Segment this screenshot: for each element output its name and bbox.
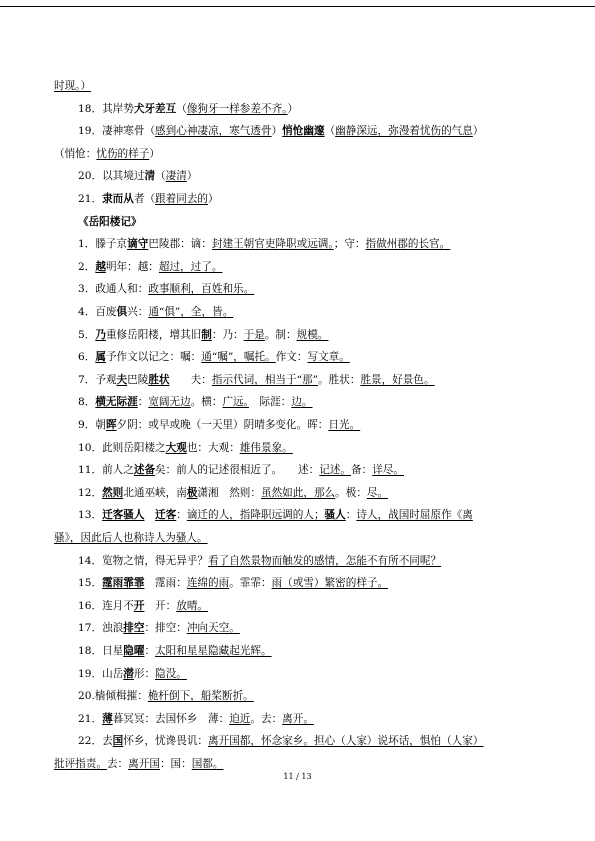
text-segment: 14．览物之情，得无异乎？: [78, 554, 209, 567]
page-number: 11 / 13: [283, 772, 312, 781]
text-segment: 明年：越：: [105, 260, 159, 273]
text-segment: 怀乡，忧谗畏讥：: [123, 735, 209, 748]
text-segment: 政事顺利，百姓和乐。: [148, 283, 255, 296]
text-line: [54, 147, 160, 161]
text-line: [78, 486, 388, 500]
text-segment: ：排空：: [144, 622, 187, 635]
text-line: [78, 192, 219, 206]
text-segment: 广远。: [222, 396, 249, 409]
text-segment: 通“嘱”，嘱托。: [201, 351, 276, 364]
text-line: [78, 169, 197, 183]
text-segment: 越: [95, 260, 106, 273]
text-segment: 雨（或雪）繁密的样子。: [271, 577, 389, 590]
text-segment: 霪雨：: [144, 577, 187, 590]
text-segment: ：: [176, 509, 187, 522]
text-line: [78, 712, 314, 726]
text-segment: 指示代词，相当于“那”: [211, 373, 319, 386]
text-segment: 8．: [78, 396, 96, 409]
text-segment: 夫: [116, 373, 128, 386]
text-segment: 夕阴：或早或晚（一天里）阴晴多变化。晖：: [116, 419, 329, 431]
text-segment: 1．滕子京: [78, 238, 128, 251]
text-segment: 太阳和星星隐藏起光辉。: [155, 645, 272, 657]
text-segment: 极: [186, 486, 198, 499]
text-segment: 离开国都，怀念家乡。担心（人家）说坏话，惧怕（人家）: [208, 735, 484, 748]
text-segment: ：: [144, 645, 156, 657]
text-line: [78, 124, 483, 138]
text-segment: 迁客骚人: [102, 509, 145, 522]
text-segment: ）: [149, 147, 160, 160]
text-segment: ：乃：: [211, 328, 244, 341]
text-line: [78, 418, 360, 432]
text-line: [54, 757, 224, 771]
text-line: [78, 282, 254, 296]
text-segment: 际涯：: [248, 396, 292, 409]
text-segment: 俱: [116, 306, 128, 318]
text-line: [78, 373, 435, 387]
text-segment: 2．: [78, 260, 96, 273]
text-segment: 5．: [78, 328, 96, 341]
text-segment: 然则: [102, 486, 124, 499]
text-segment: [144, 509, 155, 521]
text-segment: 通“俱”，全，皆。: [148, 306, 234, 318]
text-segment: 者（: [133, 193, 156, 205]
text-line: [78, 395, 313, 409]
text-segment: 9．朝: [78, 419, 106, 431]
text-segment: 巴陵: [127, 373, 149, 386]
text-segment: 记述。: [319, 464, 352, 477]
text-segment: （: [324, 125, 336, 138]
text-segment: 备：: [351, 464, 373, 477]
text-segment: 批评指责。: [54, 758, 107, 770]
text-segment: 。胜状：: [318, 373, 361, 386]
text-segment: 凄清: [165, 170, 187, 183]
text-segment: 忧伤的样子: [96, 147, 150, 160]
text-segment: 隐曜: [123, 645, 145, 657]
text-line: [78, 734, 483, 748]
text-line: [78, 350, 350, 364]
text-segment: 尽。: [366, 486, 389, 499]
text-segment: 13．: [78, 509, 103, 522]
text-segment: 霪雨霏霏: [102, 577, 145, 590]
text-line: [78, 215, 142, 229]
text-segment: 宽阔无边: [148, 396, 191, 409]
text-segment: 谪迁的人，指降职远调的人；: [186, 509, 325, 522]
text-segment: 规模。: [296, 328, 329, 341]
text-segment: 矣：前人的记述很相近了。 述：: [155, 464, 320, 477]
text-segment: 17．浊浪: [78, 622, 124, 635]
text-line: [78, 305, 233, 319]
text-segment: 18．其岸势: [78, 102, 134, 115]
text-segment: 7．予观: [78, 373, 117, 386]
text-segment: （: [155, 170, 166, 183]
text-segment: 20.樯倾楫摧：: [78, 690, 148, 703]
text-line: [78, 554, 441, 568]
text-segment: 时现。）: [54, 80, 92, 92]
text-segment: ）: [287, 102, 299, 115]
text-segment: 放晴。: [176, 599, 209, 612]
text-segment: 11．前人之: [78, 464, 134, 477]
text-segment: 潜: [123, 667, 134, 680]
text-line: [78, 328, 328, 342]
text-segment: 21．: [78, 193, 103, 205]
text-segment: 骚人: [324, 509, 346, 522]
text-segment: 12．: [78, 486, 103, 499]
text-segment: 形：: [133, 667, 156, 680]
text-segment: 16．连月不: [78, 599, 134, 612]
text-segment: 北通巫峡，南: [123, 486, 187, 499]
text-segment: 详尽。: [372, 464, 404, 477]
text-segment: 开: [133, 599, 145, 612]
text-segment: 去：: [106, 758, 129, 770]
text-segment: 国: [112, 735, 124, 748]
text-segment: 。极：: [335, 486, 367, 499]
text-line: [78, 621, 240, 635]
text-segment: 离开国: [128, 758, 160, 770]
text-line: [78, 599, 208, 613]
text-segment: 。制：: [264, 328, 297, 341]
text-segment: ）: [186, 170, 198, 183]
text-segment: （: [176, 102, 187, 115]
text-line: [78, 102, 298, 116]
text-line: [78, 508, 473, 522]
text-segment: 19．凄神寒骨（: [78, 125, 156, 138]
text-segment: 离开。: [282, 712, 314, 725]
text-segment: 也：大观：: [186, 441, 240, 454]
text-segment: 《岳阳楼记》: [78, 215, 142, 228]
text-segment: 15．: [78, 577, 103, 590]
text-segment: 连绵的雨: [186, 577, 230, 590]
text-segment: 横无际涯: [95, 396, 138, 409]
text-segment: ）: [208, 193, 219, 205]
text-segment: 冲向天空。: [186, 622, 240, 635]
text-segment: 谪守: [127, 238, 149, 251]
text-segment: ：: [137, 396, 149, 409]
text-segment: 日光。: [328, 419, 361, 431]
text-segment: 晖: [105, 419, 117, 431]
header-rule: [0, 6, 595, 7]
text-segment: 巴陵郡：谪：: [148, 238, 212, 251]
text-segment: 清: [144, 170, 156, 183]
text-segment: 作文：: [275, 351, 308, 364]
text-segment: 潇湘 然则：: [197, 486, 261, 499]
text-segment: 予作文以记之：嘱：: [105, 351, 202, 364]
text-segment: 迫近: [229, 712, 251, 725]
text-line: [78, 441, 293, 455]
text-segment: 重修岳阳楼，增其旧: [105, 328, 202, 341]
text-segment: 写文章。: [307, 351, 350, 364]
text-segment: 3．政通人和：: [78, 283, 149, 296]
text-segment: 。横：: [190, 396, 223, 409]
text-segment: 6．: [78, 351, 96, 364]
text-line: [54, 531, 208, 545]
text-segment: 制: [201, 328, 212, 341]
text-segment: ：国：: [159, 758, 192, 770]
text-segment: 国都。: [191, 758, 224, 770]
text-segment: 跟着同去的: [155, 193, 209, 205]
text-segment: （悄怆：: [54, 147, 97, 160]
text-segment: 胜景，好景色。: [360, 373, 435, 386]
text-segment: 大观: [165, 441, 187, 454]
text-line: [78, 689, 254, 703]
text-segment: 20．以其境过: [78, 170, 145, 183]
text-segment: ：: [345, 509, 357, 522]
text-segment: 诗人，战国时屈原作《离: [356, 509, 473, 522]
text-segment: 于是: [243, 328, 265, 341]
text-segment: 隐没。: [155, 667, 187, 680]
text-segment: 像狗牙一样参差不齐。: [186, 102, 288, 115]
text-segment: 封建王朝官吏降职或远调。: [211, 238, 334, 251]
text-segment: 幽静深远，弥漫着忧伤的气息: [335, 125, 473, 138]
text-segment: 感到心神凄凉，寒气透骨: [155, 125, 272, 138]
text-segment: 夫：: [169, 373, 212, 386]
text-segment: 4．百废: [78, 306, 117, 318]
text-segment: 10．此则岳阳楼之: [78, 441, 166, 454]
text-segment: 21．: [78, 712, 103, 725]
text-line: [78, 260, 222, 274]
text-segment: 桅杆倒下，船桨断折。: [147, 690, 254, 703]
text-segment: 虽然如此，那么: [260, 486, 336, 499]
text-line: [54, 79, 91, 93]
text-segment: 隶而从: [102, 193, 134, 205]
text-line: [78, 667, 187, 681]
text-segment: 18．日星: [78, 645, 124, 657]
text-segment: 。去：: [250, 712, 283, 725]
text-segment: 开：: [144, 599, 177, 612]
text-segment: ）: [271, 125, 283, 138]
text-segment: 属: [95, 351, 106, 364]
text-segment: 迁客: [155, 509, 177, 522]
text-segment: 19．山岳: [78, 667, 124, 680]
text-line: [78, 237, 450, 251]
text-segment: 。霏霏：: [229, 577, 272, 590]
text-line: [78, 463, 404, 477]
text-segment: 暮冥冥：去国怀乡 薄：: [112, 712, 230, 725]
text-segment: 骚》，因此后人也称诗人为骚人。: [54, 532, 208, 544]
text-segment: 看了自然景物而触发的感情，怎能不有所不同呢？: [208, 554, 442, 567]
text-line: [78, 576, 388, 590]
text-segment: 兴：: [127, 306, 149, 318]
text-segment: 超过，过了。: [158, 260, 223, 273]
text-segment: 指做州郡的长官。: [365, 238, 451, 251]
text-segment: 边。: [291, 396, 313, 409]
text-segment: 薄: [102, 712, 113, 725]
text-segment: ）: [472, 125, 484, 138]
text-segment: ；守：: [333, 238, 366, 251]
text-segment: 述备: [133, 464, 156, 477]
text-segment: 22．去: [78, 735, 113, 748]
text-line: [78, 644, 272, 658]
text-segment: 悄怆幽邃: [282, 125, 325, 138]
text-segment: 犬牙差互: [133, 102, 177, 115]
text-segment: 雄伟景象。: [239, 441, 293, 454]
text-segment: 胜状: [148, 373, 170, 386]
text-segment: 排空: [123, 622, 145, 635]
text-segment: 乃: [95, 328, 106, 341]
